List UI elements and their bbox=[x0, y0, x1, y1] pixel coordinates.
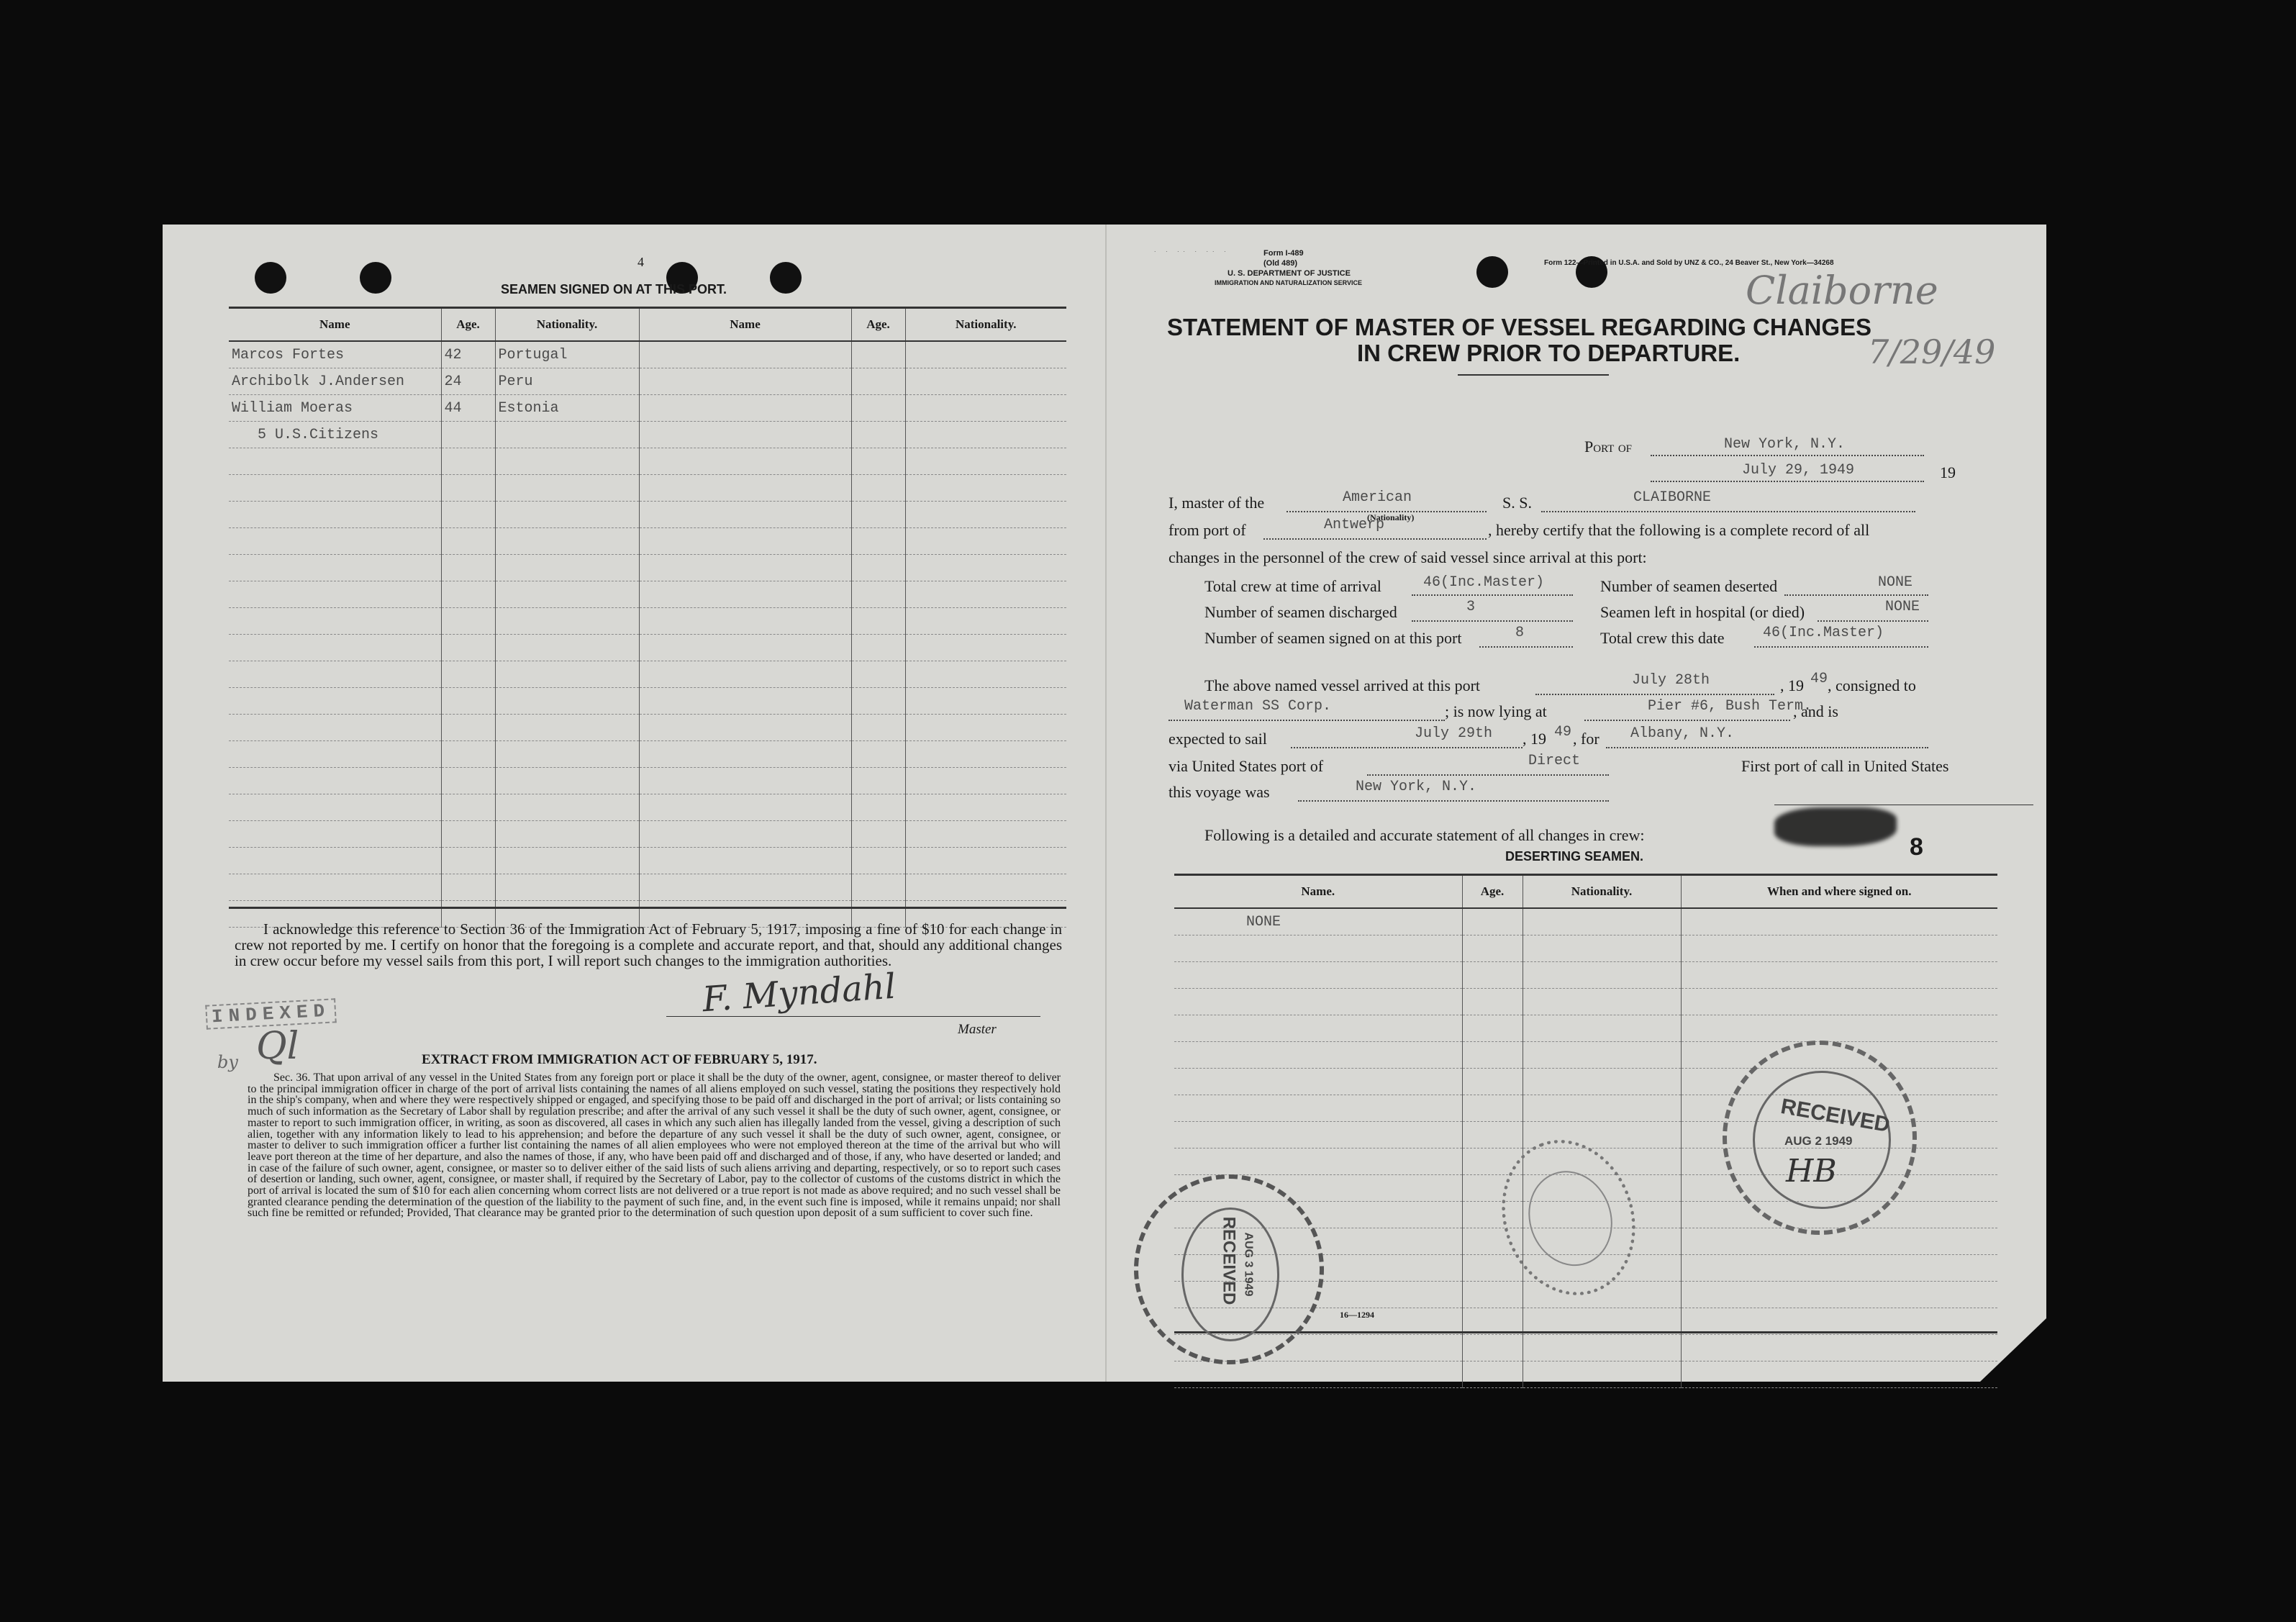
signature-line bbox=[666, 1016, 1040, 1017]
for-label: , for bbox=[1573, 730, 1600, 748]
received-stamp-small bbox=[1134, 1174, 1324, 1364]
stamp-small-date: AUG 3 1949 bbox=[1242, 1232, 1255, 1297]
indexed-by-label: by bbox=[217, 1052, 238, 1072]
signed-on-table bbox=[229, 307, 1066, 928]
table-row bbox=[229, 874, 1066, 901]
table-row bbox=[1174, 1015, 1997, 1042]
col-name: Name. bbox=[1174, 875, 1462, 909]
handwritten-date: 7/29/49 bbox=[1868, 332, 1996, 371]
department: U. S. DEPARTMENT OF JUSTICE bbox=[1228, 269, 1351, 278]
col-age-2: Age. bbox=[851, 308, 905, 342]
table-row bbox=[1174, 989, 1997, 1015]
table-row bbox=[229, 688, 1066, 715]
following-text: Following is a detailed and accurate statement of all changes in crew: bbox=[1204, 826, 1645, 844]
sail-value: July 29th bbox=[1415, 725, 1493, 742]
deserting-title: DESERTING SEAMEN. bbox=[1505, 849, 1644, 864]
punch-hole bbox=[255, 262, 286, 294]
table-row bbox=[229, 741, 1066, 768]
document-sheet bbox=[163, 225, 2046, 1382]
table-row bbox=[229, 395, 1066, 422]
sail-year-prefix: , 19 bbox=[1523, 730, 1546, 748]
hospital-value: NONE bbox=[1885, 599, 1920, 615]
form-number: Form I-489 bbox=[1263, 249, 1304, 258]
stamp-initials: HB bbox=[1786, 1153, 1837, 1190]
redaction-scribble bbox=[1774, 807, 1897, 846]
signed-on-title: SEAMEN SIGNED ON AT THIS PORT. bbox=[501, 282, 727, 296]
discharged-value: 3 bbox=[1466, 599, 1476, 615]
deserted-label: Number of seamen deserted bbox=[1600, 577, 1778, 595]
total-crew-arrival-value: 46(Inc.Master) bbox=[1423, 574, 1545, 591]
hospital-label: Seamen left in hospital (or died) bbox=[1600, 603, 1805, 621]
col-name: Name bbox=[229, 308, 441, 342]
port-label: Port of bbox=[1584, 438, 1633, 456]
via-value: Direct bbox=[1528, 753, 1581, 769]
title-rule bbox=[1458, 374, 1609, 376]
table-row bbox=[229, 821, 1066, 848]
punch-hole bbox=[770, 262, 802, 294]
indexed-initials: Ql bbox=[256, 1025, 299, 1068]
nationality-caption: (Nationality) bbox=[1367, 512, 1415, 522]
col-nationality-2: Nationality. bbox=[905, 308, 1066, 342]
seaman-name: William Moeras bbox=[229, 395, 441, 422]
service: IMMIGRATION AND NATURALIZATION SERVICE bbox=[1215, 279, 1362, 286]
col-nationality: Nationality. bbox=[1523, 875, 1681, 909]
seaman-name: 5 U.S.Citizens bbox=[229, 422, 441, 448]
changes-text: changes in the personnel of the crew of said vessel since arrival at this port: bbox=[1169, 548, 1647, 566]
table-row bbox=[1174, 935, 1997, 962]
table-row bbox=[1174, 962, 1997, 989]
seaman-nationality: Peru bbox=[495, 368, 639, 395]
from-port-value: Antwerp bbox=[1324, 517, 1385, 533]
master-signature: F. Myndahl bbox=[701, 966, 897, 1020]
total-crew-arrival-label: Total crew at time of arrival bbox=[1204, 577, 1381, 595]
first-port-label: First port of call in United States bbox=[1741, 757, 1949, 775]
table-row bbox=[229, 475, 1066, 502]
table-row bbox=[229, 555, 1066, 581]
date-value: July 29, 1949 bbox=[1742, 462, 1855, 479]
signed-on-value: 8 bbox=[1515, 625, 1525, 641]
port-value: New York, N.Y. bbox=[1724, 436, 1846, 453]
seaman-age: 44 bbox=[441, 395, 495, 422]
seaman-name: Archibolk J.Andersen bbox=[229, 368, 441, 395]
table-row bbox=[229, 848, 1066, 874]
certify-text: , hereby certify that the following is a complete record of all bbox=[1488, 521, 1870, 539]
ss-label: S. S. bbox=[1502, 494, 1532, 512]
table-row bbox=[229, 502, 1066, 528]
table-row bbox=[229, 768, 1066, 794]
table-row bbox=[229, 608, 1066, 635]
seaman-nationality: Estonia bbox=[495, 395, 639, 422]
vessel-name: CLAIBORNE bbox=[1633, 489, 1712, 506]
table-row bbox=[229, 422, 1066, 448]
via-label: via United States port of bbox=[1169, 757, 1324, 775]
arrived-year-value: 49 bbox=[1810, 671, 1828, 687]
table-row bbox=[229, 661, 1066, 688]
title-line-2: IN CREW PRIOR TO DEPARTURE. bbox=[1357, 340, 1741, 366]
sail-label: expected to sail bbox=[1169, 730, 1267, 748]
stamp-received-date: AUG 2 1949 bbox=[1784, 1134, 1853, 1148]
right-page-number: 8 bbox=[1910, 833, 1923, 861]
table-row bbox=[229, 635, 1066, 661]
handwritten-vessel-name: Claiborne bbox=[1746, 268, 1938, 313]
scan-marks: · · ·· · ·· · bbox=[1154, 249, 1230, 255]
table-row bbox=[1174, 1362, 1997, 1388]
indexed-stamp: INDEXED bbox=[205, 998, 337, 1029]
left-page-number: 4 bbox=[637, 255, 644, 269]
nationality-value: American bbox=[1343, 489, 1412, 506]
lying-value: Pier #6, Bush Term. bbox=[1648, 698, 1812, 715]
title-line-1: STATEMENT OF MASTER OF VESSEL REGARDING CHANGES bbox=[1167, 314, 1872, 340]
stamp-received-label: RECEIVED bbox=[1779, 1094, 1892, 1138]
total-today-label: Total crew this date bbox=[1600, 629, 1725, 647]
voyage-label: this voyage was bbox=[1169, 783, 1270, 801]
punch-hole bbox=[360, 262, 391, 294]
table-row bbox=[1174, 1335, 1997, 1362]
date-suffix: 19 bbox=[1940, 463, 1956, 481]
total-today-value: 46(Inc.Master) bbox=[1763, 625, 1884, 641]
table-row bbox=[229, 794, 1066, 821]
for-value: Albany, N.Y. bbox=[1630, 725, 1735, 742]
table-row bbox=[229, 448, 1066, 475]
col-nationality: Nationality. bbox=[495, 308, 639, 342]
sail-year-value: 49 bbox=[1554, 724, 1572, 740]
deserter-name: NONE bbox=[1174, 908, 1462, 935]
seaman-age: 42 bbox=[441, 341, 495, 368]
col-age: Age. bbox=[441, 308, 495, 342]
col-age: Age. bbox=[1462, 875, 1523, 909]
table-row bbox=[229, 528, 1066, 555]
stamp-small-label: RECEIVED bbox=[1219, 1216, 1239, 1305]
table-bottom-rule bbox=[229, 907, 1066, 909]
deserted-value: NONE bbox=[1878, 574, 1913, 591]
extract-title: EXTRACT FROM IMMIGRATION ACT OF FEBRUARY 5, 1917. bbox=[422, 1052, 817, 1067]
table-row bbox=[229, 341, 1066, 368]
fold-line bbox=[1105, 225, 1107, 1382]
seaman-age: 24 bbox=[441, 368, 495, 395]
table-row bbox=[229, 368, 1066, 395]
signed-on-label: Number of seamen signed on at this port bbox=[1204, 629, 1462, 647]
discharged-label: Number of seamen discharged bbox=[1204, 603, 1397, 621]
printer-line: Form 122—Printed in U.S.A. and Sold by UNZ & CO., 24 Beaver St., New York—34268 bbox=[1544, 259, 1834, 267]
seaman-name: Marcos Fortes bbox=[229, 341, 441, 368]
voyage-value: New York, N.Y. bbox=[1356, 779, 1477, 795]
arrived-label: The above named vessel arrived at this port bbox=[1204, 676, 1481, 694]
arrived-year-prefix: , 19 bbox=[1780, 676, 1804, 694]
arrived-value: July 28th bbox=[1632, 672, 1710, 689]
master-label: Master bbox=[958, 1022, 997, 1037]
extract-text: Sec. 36. That upon arrival of any vessel in the United States from any foreign port or place it shall be the duty of the owner, agent, consignee, or master thereof to deliver to the principal immigration officer in charge of the port of arrival lists containing the names of all aliens employed on such vessel, stating the positions they respectively hold in the ship's company, when and where they were respectively shipped or engaged, and specifying those to be paid off and discharged in the port of arrival; or lists containing so much of such information as the Secretary of Labor shall by regulation prescribe; and after the arrival of any such vessel it shall be the duty of such owner, agent, consignee, or master to report to such immigration officer, in writing, as soon as discovered, all cases in which any such alien has illegally landed from the vessel, giving a description of such alien, together with any information likely to lead to his apprehension; and before the departure of any such vessel it shall be the duty of such owner, agent, consignee, or master to deliver to such immigration officer a further list containing the names of all alien employees who were not employed thereon at the time of the arrival but who will leave port thereon at the time of her departure, and also the names of those, if any, who have been paid off and discharged and of those, if any, who have deserted or landed; and in case of the failure of such owner, agent, consignee, or master so to deliver either of the said lists of such aliens arriving and departing, respectively, or so to report such cases of desertion or landing, such owner, agent, consignee, or master shall, if required by the Secretary of Labor, pay to the collector of customs of the customs district in which the port of arrival is located the sum of $10 for each alien concerning whom correct lists are not delivered or a true report is not made as above required; and no such vessel shall be granted clearance pending the determination of the question of the liability to the payment of such fine, and, in the event such fine is imposed, while it remains unpaid; nor shall such fine be remitted or refunded; Provided, That clearance may be granted prior to the determination of such question upon deposit of a sum sufficient to cover such fine. bbox=[248, 1071, 1061, 1220]
footer-code: 16—1294 bbox=[1340, 1310, 1374, 1320]
lying-label: ; is now lying at bbox=[1445, 702, 1547, 720]
col-name-2: Name bbox=[639, 308, 851, 342]
master-prefix: I, master of the bbox=[1169, 494, 1265, 512]
seaman-nationality: Portugal bbox=[495, 341, 639, 368]
from-port-label: from port of bbox=[1169, 521, 1246, 539]
table-row bbox=[1174, 908, 1997, 935]
table-row bbox=[229, 581, 1066, 608]
page-corner-curl bbox=[1980, 1318, 2046, 1382]
consignee-value: Waterman SS Corp. bbox=[1184, 698, 1332, 715]
and-is: , and is bbox=[1793, 702, 1838, 720]
acknowledgement-text: I acknowledge this reference to Section 36 of the Immigration Act of February 5, 1917, imposing a fine of $10 for each change in crew not reported by me. I certify on honor that the foregoing is a complete and accurate report, and that, should any additional changes in crew occur before my vessel sails from this port, I will report such changes to the immigration authorities. bbox=[235, 920, 1062, 969]
table-row bbox=[229, 715, 1066, 741]
form-old-number: (Old 489) bbox=[1263, 259, 1298, 268]
col-signed-on: When and where signed on. bbox=[1681, 875, 1997, 909]
punch-hole bbox=[1476, 256, 1508, 288]
received-stamp bbox=[1723, 1041, 1917, 1235]
consigned-label: , consigned to bbox=[1828, 676, 1916, 694]
